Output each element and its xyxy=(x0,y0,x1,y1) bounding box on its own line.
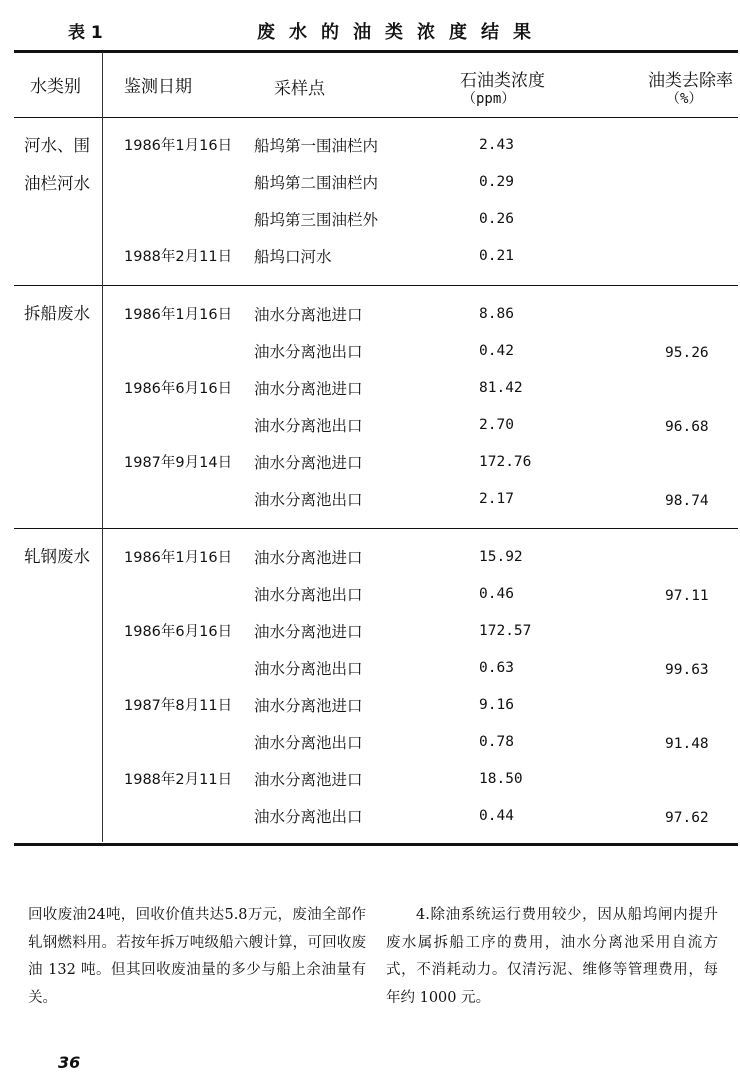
row-2-concentration: 0.29 xyxy=(479,174,514,190)
row-12-concentration: 0.46 xyxy=(479,586,514,602)
table-title: 废水的油类浓度结果 xyxy=(257,22,545,43)
row-15-site: 油水分离池进口 xyxy=(254,697,363,715)
table-top-rule xyxy=(14,50,738,53)
row-14-site: 油水分离池出口 xyxy=(254,660,363,678)
row-6-concentration: 0.42 xyxy=(479,343,514,359)
row-4-date: 1988年2月11日 xyxy=(124,249,233,265)
row-3-site: 船坞第三围油栏外 xyxy=(254,211,379,229)
row-16-removal: 91.48 xyxy=(665,736,709,752)
row-12-site: 油水分离池出口 xyxy=(254,586,363,604)
body-paragraph-left: 回收废油24吨，回收价值共达5.8万元，废油全部作轧钢燃料用。若按年拆万吨级船六艘计算，可回收废油 132 吨。但其回收废油量的多少与船上余油量有关。 xyxy=(28,907,366,1006)
row-6-site: 油水分离池出口 xyxy=(254,343,363,361)
row-7-site: 油水分离池进口 xyxy=(254,380,363,398)
row-11-date: 1986年1月16日 xyxy=(124,550,233,566)
row-9-site: 油水分离池进口 xyxy=(254,454,363,472)
row-16-concentration: 0.78 xyxy=(479,734,514,750)
header-concentration: 石油类浓度 xyxy=(460,71,545,91)
row-10-removal: 98.74 xyxy=(665,493,709,509)
row-15-date: 1987年8月11日 xyxy=(124,698,233,714)
row-1-site: 船坞第一围油栏内 xyxy=(254,137,379,155)
row-18-removal: 97.62 xyxy=(665,810,709,826)
section-rule-1 xyxy=(14,285,738,286)
row-11-site: 油水分离池进口 xyxy=(254,549,363,567)
row-13-concentration: 172.57 xyxy=(479,623,532,639)
row-18-concentration: 0.44 xyxy=(479,808,514,824)
header-removal: 油类去除率 xyxy=(648,71,733,91)
header-removal-unit: （%） xyxy=(666,91,703,107)
row-7-date: 1986年6月16日 xyxy=(124,381,233,397)
row-17-concentration: 18.50 xyxy=(479,771,523,787)
row-12-removal: 97.11 xyxy=(665,588,709,604)
row-8-site: 油水分离池出口 xyxy=(254,417,363,435)
category-river-line2: 油栏河水 xyxy=(24,174,90,193)
row-7-concentration: 81.42 xyxy=(479,380,523,396)
column-divider xyxy=(102,52,103,842)
row-18-site: 油水分离池出口 xyxy=(254,808,363,826)
row-13-site: 油水分离池进口 xyxy=(254,623,363,641)
category-shipbreaking: 拆船废水 xyxy=(24,304,90,323)
row-17-date: 1988年2月11日 xyxy=(124,772,233,788)
table-label: 表 1 xyxy=(68,23,103,43)
row-14-concentration: 0.63 xyxy=(479,660,514,676)
row-10-concentration: 2.17 xyxy=(479,491,514,507)
category-rolling: 轧钢废水 xyxy=(24,547,90,566)
row-4-site: 船坞口河水 xyxy=(254,248,332,266)
row-15-concentration: 9.16 xyxy=(479,697,514,713)
row-10-site: 油水分离池出口 xyxy=(254,491,363,509)
row-1-concentration: 2.43 xyxy=(479,137,514,153)
row-1-date: 1986年1月16日 xyxy=(124,138,233,154)
header-water-type: 水类别 xyxy=(30,77,81,97)
row-13-date: 1986年6月16日 xyxy=(124,624,233,640)
row-2-site: 船坞第二围油栏内 xyxy=(254,174,379,192)
row-5-site: 油水分离池进口 xyxy=(254,306,363,324)
header-site: 采样点 xyxy=(274,79,325,99)
category-river-line1: 河水、围 xyxy=(24,136,90,155)
table-bottom-rule xyxy=(14,843,738,846)
header-concentration-unit: （ppm） xyxy=(462,91,516,107)
row-8-removal: 96.68 xyxy=(665,419,709,435)
row-9-concentration: 172.76 xyxy=(479,454,532,470)
row-11-concentration: 15.92 xyxy=(479,549,523,565)
row-4-concentration: 0.21 xyxy=(479,248,514,264)
row-6-removal: 95.26 xyxy=(665,345,709,361)
header-date: 鉴测日期 xyxy=(124,77,192,97)
row-5-date: 1986年1月16日 xyxy=(124,307,233,323)
row-3-concentration: 0.26 xyxy=(479,211,514,227)
page-number: 36 xyxy=(58,1053,81,1072)
row-9-date: 1987年9月14日 xyxy=(124,455,233,471)
row-17-site: 油水分离池进口 xyxy=(254,771,363,789)
section-rule-2 xyxy=(14,528,738,529)
row-14-removal: 99.63 xyxy=(665,662,709,678)
row-5-concentration: 8.86 xyxy=(479,306,514,322)
row-8-concentration: 2.70 xyxy=(479,417,514,433)
body-paragraph-right: 4.除油系统运行费用较少，因从船坞闸内提升废水属拆船工序的费用，油水分离池采用自流方式，不消耗动力。仅清污泥、维修等管理费用，每年约 1000 元。 xyxy=(386,907,718,1006)
row-16-site: 油水分离池出口 xyxy=(254,734,363,752)
header-rule xyxy=(14,117,738,118)
